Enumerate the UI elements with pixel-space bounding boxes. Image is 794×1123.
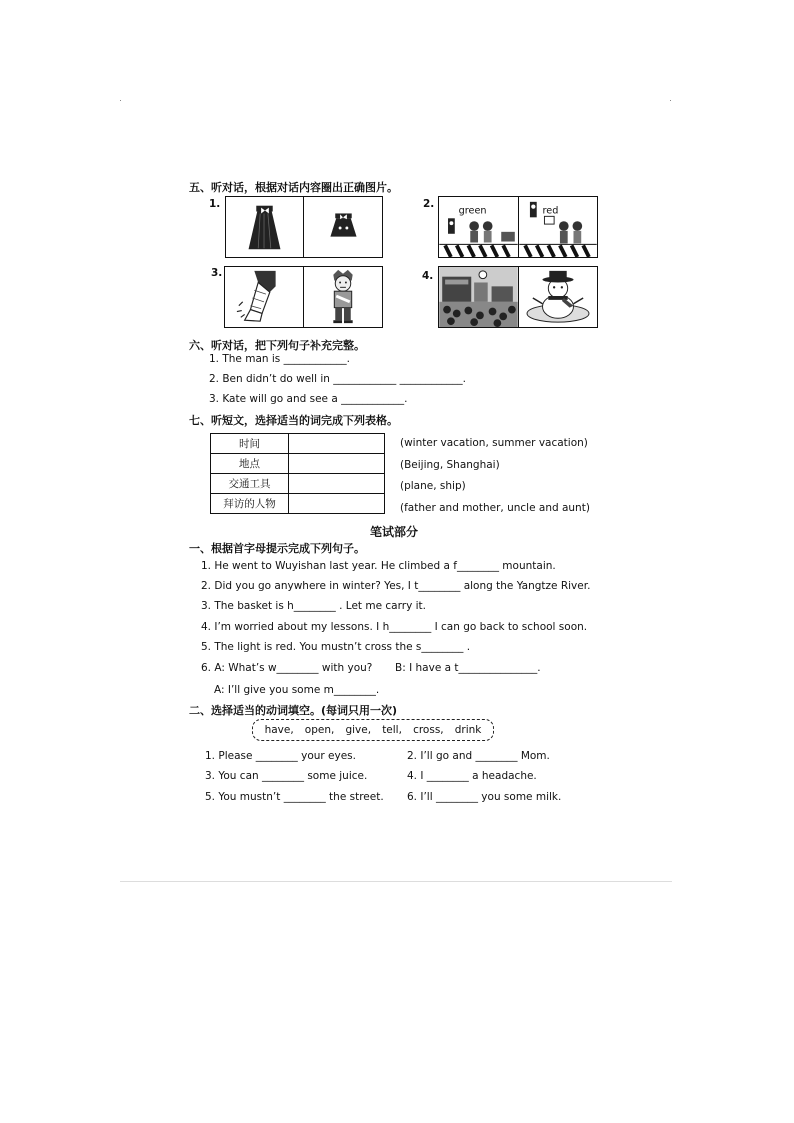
- table-options: (father and mother, uncle and aunt): [400, 502, 590, 514]
- hurt-leg-picture[interactable]: [224, 266, 304, 328]
- verb-option: tell,: [382, 724, 402, 736]
- part2-item[interactable]: 4. I ________ a headache.: [407, 770, 537, 782]
- part2-item[interactable]: 3. You can ________ some juice.: [205, 770, 368, 782]
- table-label: 拜访的人物: [211, 494, 289, 514]
- short-skirt-picture[interactable]: [303, 196, 383, 258]
- verb-option: give,: [345, 724, 372, 736]
- red-label: red: [542, 205, 559, 217]
- answer-cell[interactable]: [289, 434, 385, 454]
- crowded-city-street-picture[interactable]: [438, 266, 519, 328]
- verb-option: have,: [264, 724, 294, 736]
- item-number: 4.: [422, 270, 434, 282]
- boy-with-hurt-arm-picture[interactable]: [303, 266, 383, 328]
- section5-title: 五、听对话，根据对话内容圈出正确图片。: [189, 181, 398, 194]
- green-light-crossing-picture[interactable]: [438, 196, 519, 258]
- part2-item[interactable]: 6. I’ll ________ you some milk.: [407, 791, 562, 803]
- part1-line[interactable]: 1. He went to Wuyishan last year. He climbed a f________ mountain.: [201, 560, 556, 572]
- part2-title: 二、选择适当的动词填空。(每词只用一次): [189, 704, 398, 717]
- section6-line[interactable]: 3. Kate will go and see a ____________.: [209, 393, 408, 405]
- answer-cell[interactable]: [289, 494, 385, 514]
- item-number: 3.: [211, 267, 223, 279]
- verb-word-bank: [252, 719, 494, 741]
- part1-line[interactable]: A: I’ll give you some m________.: [214, 684, 380, 696]
- table-label: 时间: [211, 434, 289, 454]
- section6-title: 六、听对话，把下列句子补充完整。: [189, 339, 365, 352]
- green-label: green: [458, 205, 487, 217]
- part1-line[interactable]: 5. The light is red. You mustn’t cross the s________ .: [201, 641, 471, 653]
- snowman-picture[interactable]: [518, 266, 598, 328]
- section7-table: [210, 433, 385, 514]
- verb-option: cross,: [413, 724, 444, 736]
- section6-line[interactable]: 2. Ben didn’t do well in ____________ ____________.: [209, 373, 466, 385]
- part1-line[interactable]: B: I have a t_______________.: [395, 662, 541, 674]
- table-options: (plane, ship): [400, 480, 466, 492]
- table-options: (Beijing, Shanghai): [400, 459, 500, 471]
- section7-title: 七、听短文，选择适当的词完成下列表格。: [189, 414, 398, 427]
- written-section-title: 笔试部分: [370, 525, 419, 539]
- verb-option: drink: [454, 724, 482, 736]
- page-divider: [120, 881, 672, 882]
- item-number: 2.: [423, 198, 435, 210]
- part1-line[interactable]: 2. Did you go anywhere in winter? Yes, I t________ along the Yangtze River.: [201, 580, 591, 592]
- item-number: 1.: [209, 198, 221, 210]
- page-mark: [670, 100, 671, 101]
- part1-line[interactable]: 3. The basket is h________ . Let me carry it.: [201, 600, 426, 612]
- verb-option: open,: [304, 724, 335, 736]
- table-row: [211, 434, 385, 454]
- red-light-crossing-picture[interactable]: [518, 196, 598, 258]
- part1-line[interactable]: 4. I’m worried about my lessons. I h________ I can go back to school soon.: [201, 621, 588, 633]
- part1-title: 一、根据首字母提示完成下列句子。: [189, 542, 365, 555]
- table-row: [211, 494, 385, 514]
- table-label: 地点: [211, 454, 289, 474]
- section6-line[interactable]: 1. The man is ____________.: [209, 353, 350, 365]
- table-label: 交通工具: [211, 474, 289, 494]
- answer-cell[interactable]: [289, 454, 385, 474]
- answer-cell[interactable]: [289, 474, 385, 494]
- table-row: [211, 474, 385, 494]
- part2-item[interactable]: 2. I’ll go and ________ Mom.: [407, 750, 550, 762]
- long-skirt-picture[interactable]: [225, 196, 304, 258]
- part2-item[interactable]: 1. Please ________ your eyes.: [205, 750, 356, 762]
- part2-item[interactable]: 5. You mustn’t ________ the street.: [205, 791, 384, 803]
- page-mark: [120, 100, 121, 101]
- table-options: (winter vacation, summer vacation): [400, 437, 588, 449]
- part1-line[interactable]: 6. A: What’s w________ with you?: [201, 662, 373, 674]
- table-row: [211, 454, 385, 474]
